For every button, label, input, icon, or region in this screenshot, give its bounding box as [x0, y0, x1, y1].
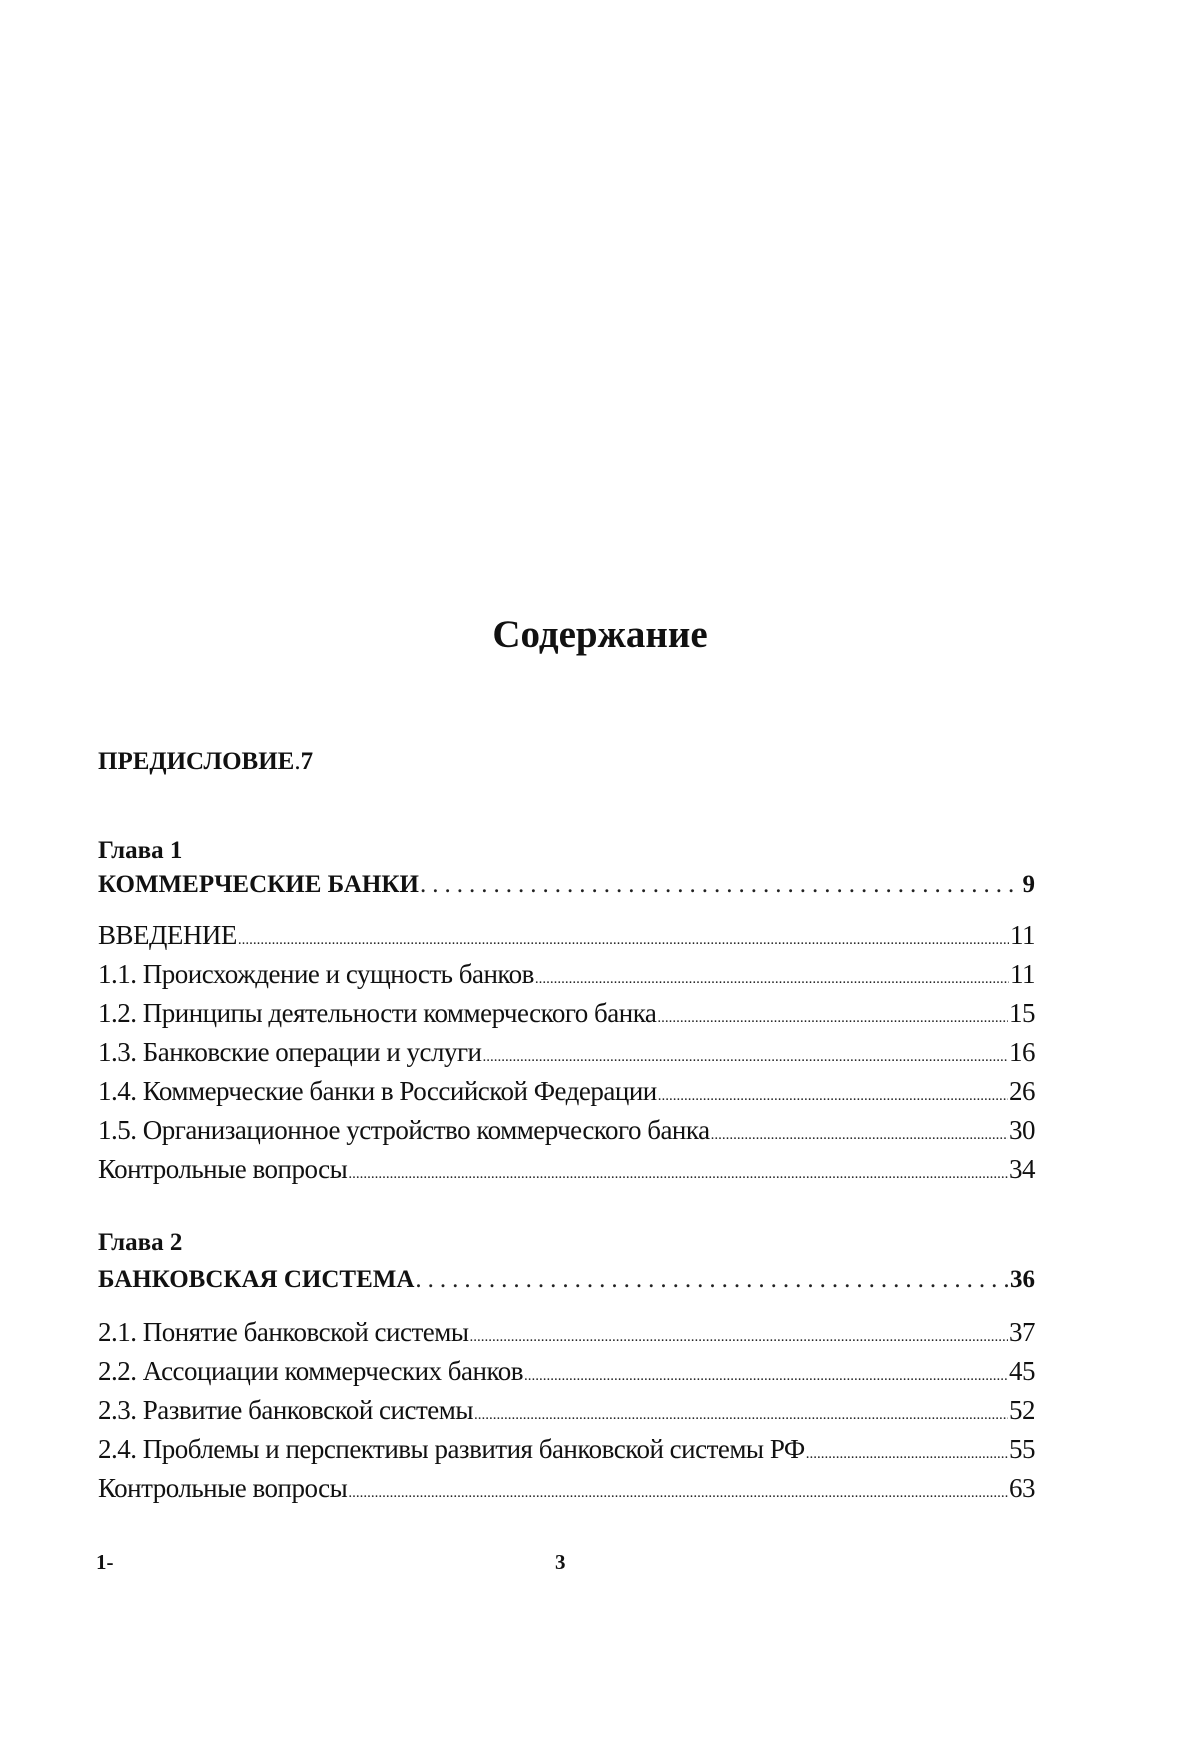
toc-entry[interactable]: [98, 1151, 1035, 1192]
toc-entry-label: Контрольные вопросы: [98, 1473, 348, 1503]
toc-entry[interactable]: [98, 1392, 1035, 1433]
toc-entry-page: 55: [1009, 1434, 1035, 1464]
dot-leader: [415, 1262, 1009, 1298]
dot-leader: [483, 1039, 1008, 1075]
toc-entry[interactable]: [98, 1034, 1035, 1075]
toc-entry-page: 52: [1009, 1395, 1035, 1425]
toc-entry-page: 63: [1009, 1473, 1035, 1503]
toc-entry[interactable]: [98, 1112, 1035, 1153]
toc-entry-page: 37: [1009, 1317, 1035, 1347]
toc-entry-label: 2.1. Понятие банковской системы: [98, 1317, 469, 1347]
preface-label: ПРЕДИСЛОВИЕ: [98, 748, 295, 775]
toc-entry[interactable]: [98, 1353, 1035, 1394]
toc-entry[interactable]: [98, 1470, 1035, 1511]
toc-entry-label: 2.2. Ассоциации коммерческих банков: [98, 1356, 523, 1386]
toc-entry[interactable]: [98, 956, 1035, 997]
toc-entry-page: 9: [1022, 871, 1035, 898]
dot-leader: [535, 961, 1009, 997]
dot-leader: [524, 1358, 1008, 1394]
toc-entry-page: 11: [1010, 920, 1035, 950]
toc-entry-label: КОММЕРЧЕСКИЕ БАНКИ: [98, 871, 419, 898]
page-number: 3: [555, 1550, 566, 1574]
preface-page: 7: [300, 748, 314, 775]
toc-entry-label: 2.4. Проблемы и перспективы развития банковской системы РФ: [98, 1434, 805, 1464]
chapter-1-label: Глава 1: [98, 837, 183, 864]
footer-signature-mark: 1-: [96, 1550, 114, 1574]
dot-leader: [474, 1397, 1008, 1433]
dot-leader: [348, 1156, 1008, 1192]
toc-entry-label: Контрольные вопросы: [98, 1154, 348, 1184]
toc-chapter-1-heading[interactable]: [98, 867, 1035, 903]
dot-leader: [348, 1475, 1008, 1511]
toc-entry-page: 16: [1009, 1037, 1035, 1067]
toc-entry-label: БАНКОВСКАЯ СИСТЕМА: [98, 1266, 415, 1293]
page-title: Содержание: [492, 613, 708, 656]
toc-entry-page: 15: [1009, 998, 1035, 1028]
dot-leader: [469, 1319, 1008, 1355]
dot-leader: [420, 867, 1022, 903]
chapter-2-label: Глава 2: [98, 1229, 183, 1256]
dot-leader: [711, 1117, 1008, 1153]
toc-entry-page: 36: [1010, 1266, 1035, 1293]
toc-entry[interactable]: [98, 995, 1035, 1036]
toc-entry-page: 26: [1009, 1076, 1035, 1106]
toc-entry-page: 45: [1009, 1356, 1035, 1386]
toc-entry[interactable]: [98, 1073, 1035, 1114]
dot-leader: [658, 1078, 1008, 1114]
toc-entry-label: 1.2. Принципы деятельности коммерческого банка: [98, 998, 657, 1028]
toc-entry-page: 34: [1009, 1154, 1035, 1184]
toc-entry-page: 30: [1009, 1115, 1035, 1145]
dot-leader: [238, 922, 1009, 958]
toc-entry[interactable]: [98, 917, 1035, 958]
toc-entry[interactable]: [98, 1314, 1035, 1355]
toc-entry-label: 1.1. Происхождение и сущность банков: [98, 959, 534, 989]
toc-entry-label: 1.4. Коммерческие банки в Российской Федерации: [98, 1076, 657, 1106]
preface-leader: .: [294, 748, 301, 775]
toc-entry-label: 2.3. Развитие банковской системы: [98, 1395, 473, 1425]
dot-leader: [806, 1436, 1008, 1472]
dot-leader: [657, 1000, 1008, 1036]
toc-entry-label: 1.3. Банковские операции и услуги: [98, 1037, 482, 1067]
toc-entry[interactable]: [98, 1431, 1035, 1472]
toc-preface[interactable]: [98, 745, 313, 779]
toc-chapter-2-heading[interactable]: [98, 1262, 1035, 1298]
toc-entry-label: ВВЕДЕНИЕ: [98, 920, 237, 950]
toc-entry-label: 1.5. Организационное устройство коммерческого банка: [98, 1115, 710, 1145]
toc-entry-page: 11: [1010, 959, 1035, 989]
